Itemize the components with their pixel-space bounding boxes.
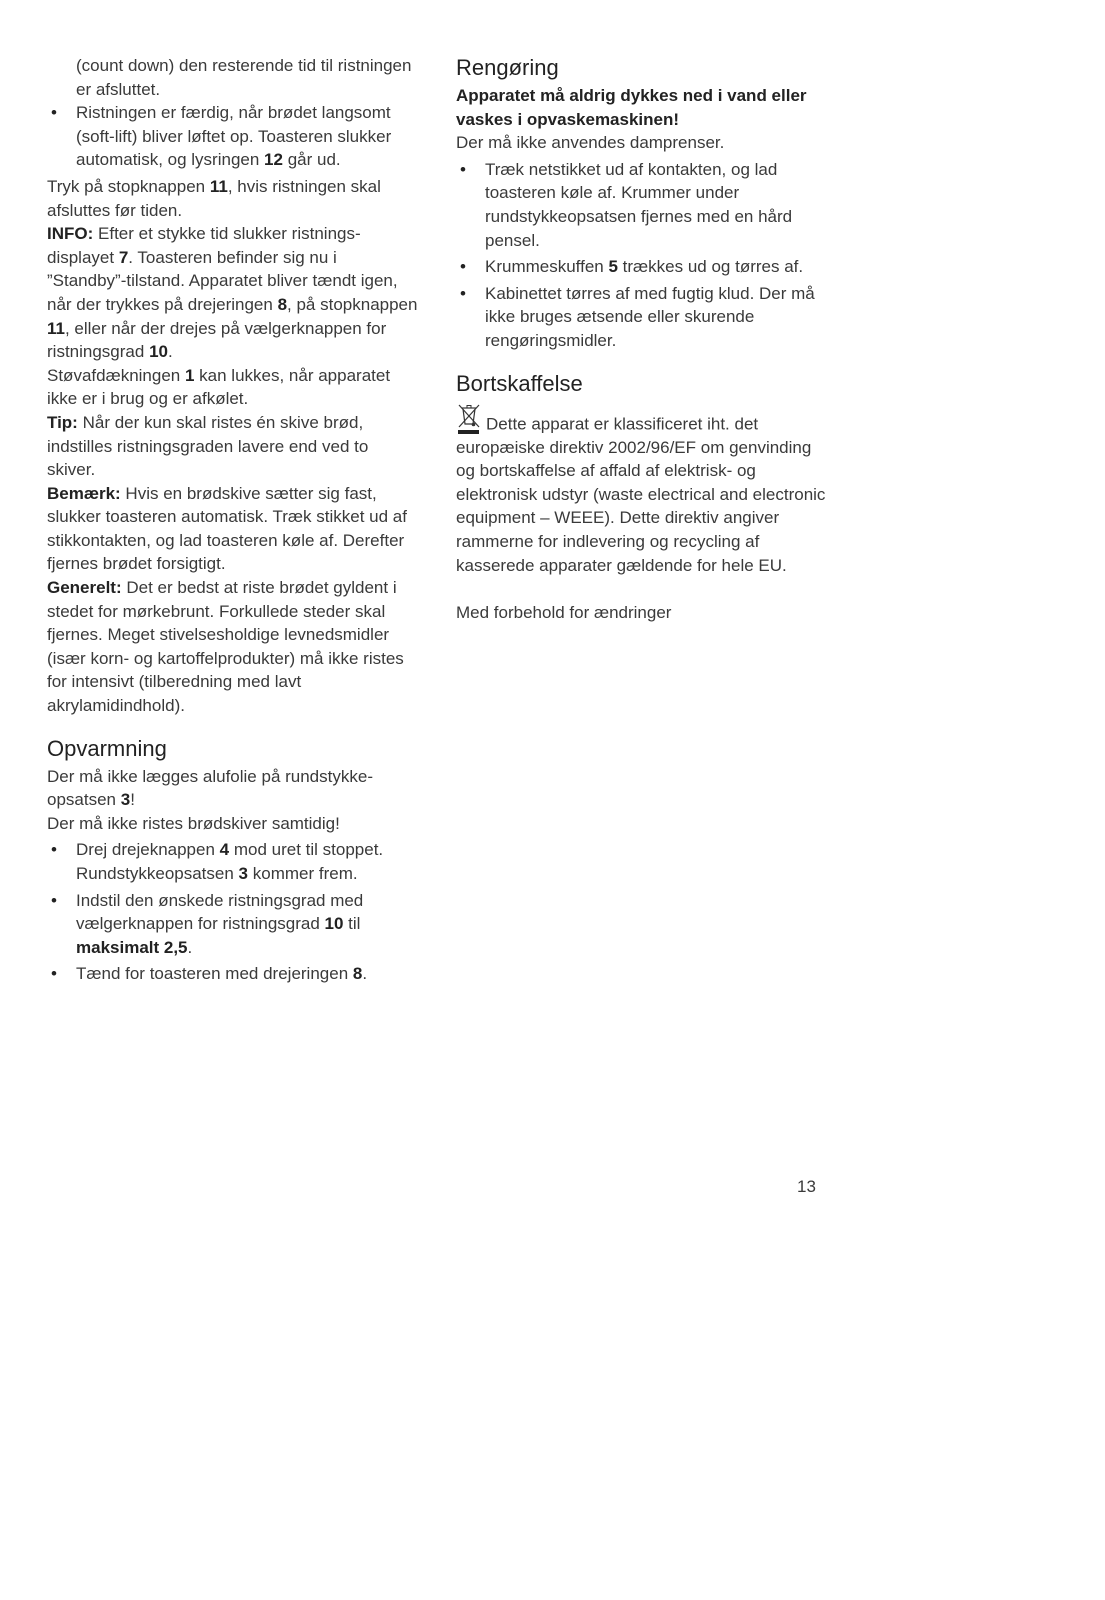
list-item: • Drej drejeknappen 4 mod uret til stoppet. Rundstykkeopsatsen 3 kommer frem. — [51, 840, 384, 883]
tip-label: Tip: — [47, 412, 78, 432]
disclaimer: Med forbehold for ændringer — [456, 602, 672, 622]
list-item: • Tænd for toasteren med drejeringen 8. — [47, 962, 419, 986]
section-heading-opvarmning: Opvarmning — [47, 735, 167, 761]
opvarmning-warning-simultaneous: Der må ikke ristes brødskiver samtidig! — [47, 813, 340, 833]
section-heading-rengoring: Rengøring — [456, 55, 559, 80]
intro-bullet-list — [47, 101, 419, 172]
list-item: • Krummeskuffen 5 trækkes ud og tørres af. — [456, 255, 828, 279]
bullet-icon: • — [460, 159, 466, 179]
rengoring-bullet-list — [456, 158, 828, 353]
weee-crossed-bin-icon — [456, 402, 482, 436]
reference-number: 12 — [264, 150, 283, 170]
opvarmning-warning-foil: Der må ikke lægges alufolie på rundstykke-opsatsen 3! — [47, 766, 373, 810]
general-label: Generelt: — [47, 578, 122, 598]
note-paragraph: Bemærk: Hvis en brødskive sætter sig fast, slukker toasteren automatisk. Træk stikket ud af stikkontakten, og lad toasteren køle af. Derefter fjernes brødet forsigtigt. — [47, 483, 407, 574]
bullet-icon: • — [51, 890, 57, 910]
list-item: • Kabinettet tørres af med fugtig klud. Der må ikke bruges ætsende eller skurende rengøringsmidler. — [460, 283, 815, 350]
stop-instruction: Tryk på stopknappen 11, hvis ristningen skal afsluttes før tiden. — [47, 176, 381, 220]
bullet-icon: • — [51, 103, 57, 123]
bullet-icon: • — [51, 840, 57, 860]
rengoring-warning: Apparatet må aldrig dykkes ned i vand eller vaskes i opvaskemaskinen! — [456, 86, 807, 129]
dust-cover-paragraph: Støvafdækningen 1 kan lukkes, når apparatet ikke er i brug og er afkølet. — [47, 365, 391, 409]
general-paragraph: Generelt: Det er bedst at riste brødet gyldent i stedet for mørkebrunt. Forkullede steder skal fjernes. Meget stivelsesholdige levnedsmidler (især korn- og kartoffelprodukter) må ikke ristes for intensivt (tilberedning med lavt akrylamidindhold). — [47, 578, 404, 716]
spacer — [456, 577, 828, 601]
section-heading-bortskaffelse: Bortskaffelse — [456, 370, 583, 396]
page-number: 13 — [797, 1177, 816, 1196]
opvarmning-bullet-list — [47, 838, 419, 986]
bullet-icon: • — [460, 283, 466, 303]
list-item: • Indstil den ønskede ristningsgrad med vælgerknappen for ristningsgrad 10 til maksimalt 2,5. — [51, 890, 364, 957]
rengoring-note: Der må ikke anvendes damprenser. — [456, 133, 725, 153]
intro-continuation: (count down) den resterende tid til ristningen er afsluttet. — [76, 56, 412, 99]
bullet-icon: • — [51, 964, 57, 984]
right-column — [456, 54, 828, 624]
tip-paragraph: Tip: Når der kun skal ristes én skive brød, indstilles ristningsgraden lavere end ved to skiver. — [47, 412, 369, 480]
info-paragraph: INFO: Efter et stykke tid slukker ristnings-displayet 7. Toasteren befinder sig nu i ”Standby”-tilstand. Apparatet bliver tændt igen, når der trykkes på drejeringen 8, på stopknappen 11, eller når der drejes på vælgerknappen for ristningsgrad 10. — [47, 224, 418, 362]
left-column — [47, 54, 419, 989]
note-label: Bemærk: — [47, 483, 121, 503]
list-item: • Træk netstikket ud af kontakten, og lad toasteren køle af. Krummer under rundstykkeopsatsen fjernes med en hård pensel. — [460, 159, 793, 250]
bortskaffelse-paragraph: Dette apparat er klassificeret iht. det europæiske direktiv 2002/96/EF om genvinding og bortskaffelse af affald af elektrisk- og elektronisk udstyr (waste electrical and electronic equipment – WEEE). Dette direktiv angiver rammerne for indlevering og recycling af kasserede apparater gældende for hele EU. — [456, 402, 828, 578]
reference-number: 11 — [209, 176, 228, 196]
list-item: • Ristningen er færdig, når brødet langsomt (soft-lift) bliver løftet op. Toasteren slukker automatisk, og lysringen 12 går ud. — [51, 103, 392, 170]
info-label: INFO: — [47, 224, 94, 244]
bullet-icon: • — [460, 257, 466, 277]
